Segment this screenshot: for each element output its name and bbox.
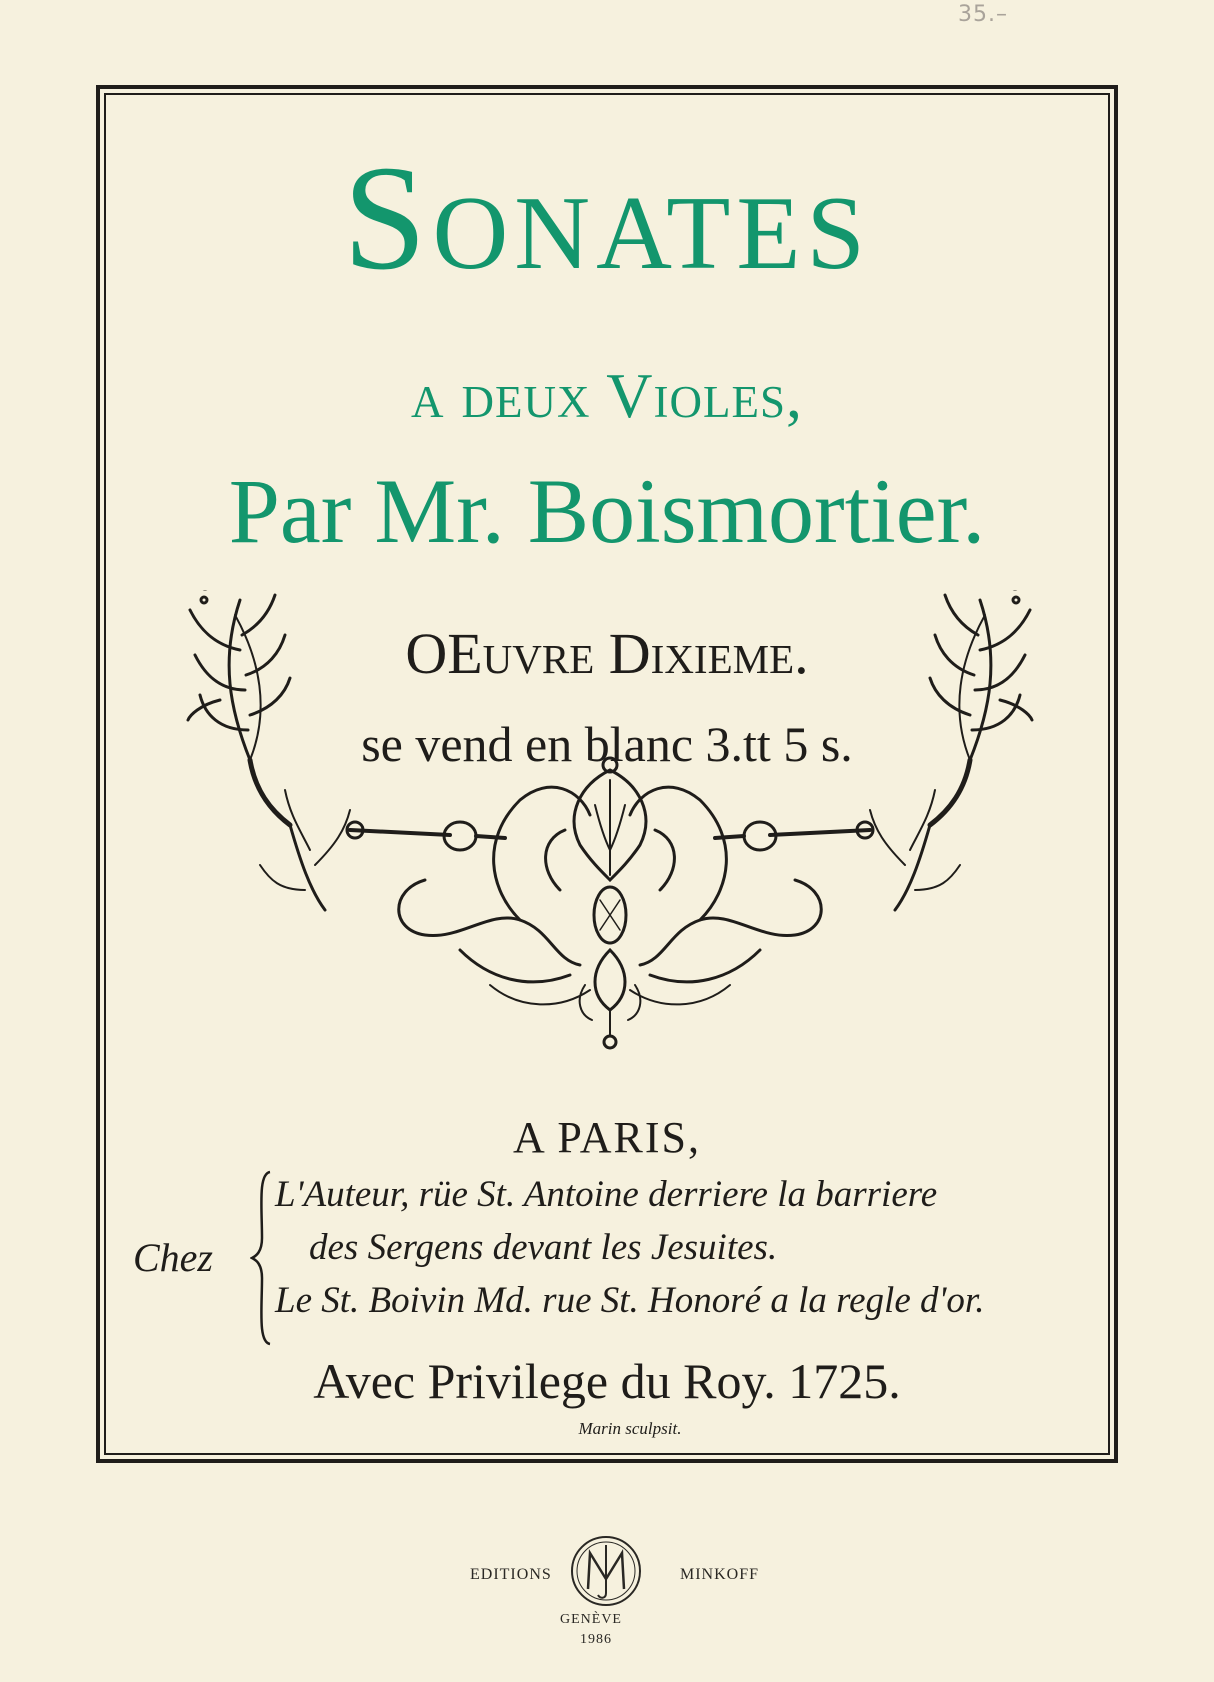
engraver-credit: Marin sculpsit. — [578, 1419, 682, 1438]
royal-privilege: Avec Privilege du Roy. 1725. — [313, 1353, 901, 1409]
minkoff-logo-icon — [568, 1533, 644, 1609]
pencil-price-note: 35.– — [958, 2, 1008, 27]
title-sonates: Sonates — [343, 135, 871, 301]
imprint-city: A PARIS, — [512, 1113, 702, 1162]
publisher-city: GENÈVE — [560, 1612, 622, 1627]
address-line-2: des Sergens devant les Jesuites. — [309, 1227, 778, 1268]
title-composer: Par Mr. Boismortier. — [228, 460, 986, 562]
sale-price: se vend en blanc 3.tt 5 s. — [361, 716, 853, 772]
publisher-year: 1986 — [580, 1632, 612, 1647]
publisher-editions: EDITIONS — [470, 1566, 552, 1583]
imprint-chez: Chez — [133, 1235, 213, 1280]
curly-brace-icon — [250, 1168, 274, 1348]
address-line-1: L'Auteur, rüe St. Antoine derriere la barriere — [275, 1174, 938, 1215]
opus-number: OEuvre Dixieme. — [405, 621, 809, 686]
publisher-minkoff: MINKOFF — [680, 1566, 760, 1583]
address-line-3: Le St. Boivin Md. rue St. Honoré a la regle d'or. — [275, 1280, 985, 1321]
title-a-deux-violes: a deux Violes, — [410, 360, 804, 431]
